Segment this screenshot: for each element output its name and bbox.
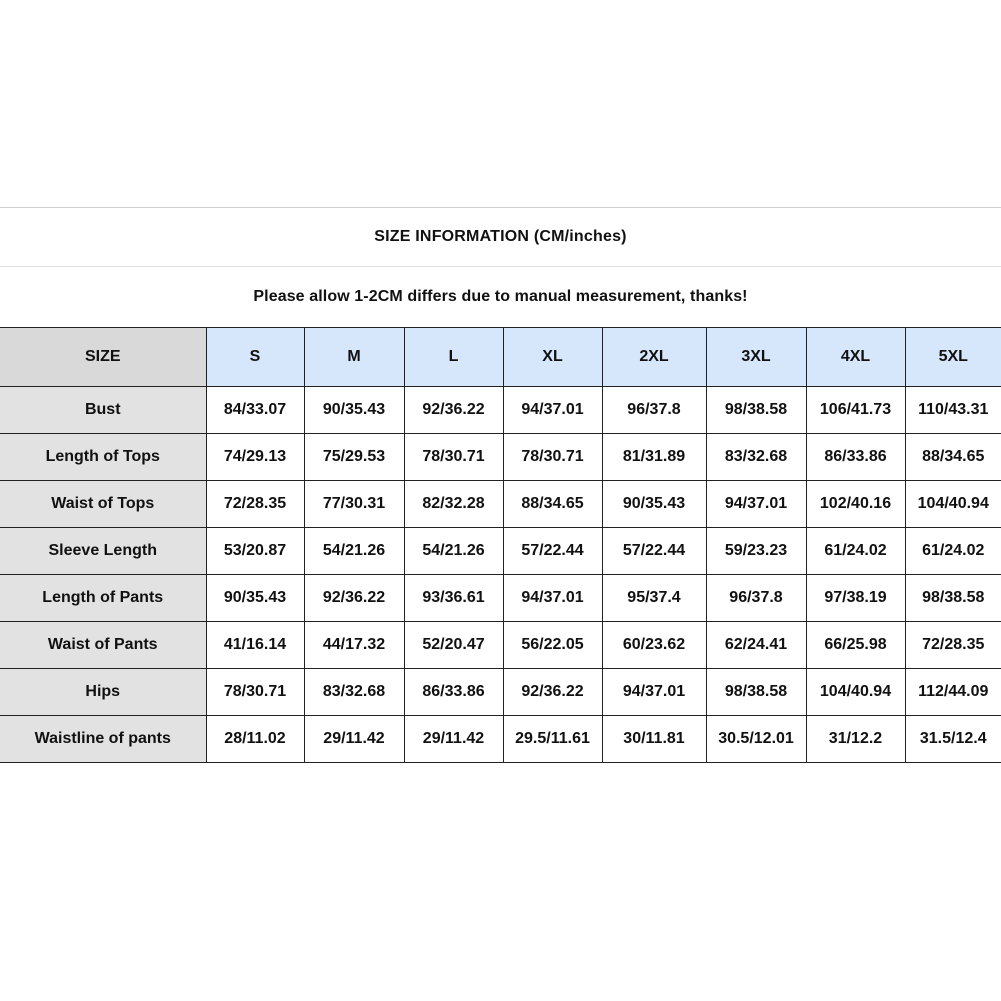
row-label: Sleeve Length [0,528,206,575]
table-cell: 98/38.58 [706,669,806,716]
table-row [0,669,1001,716]
table-cell: 54/21.26 [404,528,503,575]
table-cell: 72/28.35 [206,481,304,528]
table-cell: 57/22.44 [503,528,602,575]
table-cell: 86/33.86 [806,434,905,481]
table-cell: 98/38.58 [706,387,806,434]
table-cell: 83/32.68 [304,669,404,716]
table-cell: 84/33.07 [206,387,304,434]
table-cell: 82/32.28 [404,481,503,528]
table-cell: 92/36.22 [503,669,602,716]
table-cell: 97/38.19 [806,575,905,622]
table-cell: 112/44.09 [905,669,1001,716]
table-cell: 81/31.89 [602,434,706,481]
table-cell: 60/23.62 [602,622,706,669]
table-cell: 56/22.05 [503,622,602,669]
table-cell: 98/38.58 [905,575,1001,622]
table-cell: 94/37.01 [503,575,602,622]
table-cell: 90/35.43 [602,481,706,528]
row-label: Hips [0,669,206,716]
table-cell: 31/12.2 [806,716,905,763]
size-table [0,327,1001,763]
table-cell: 31.5/12.4 [905,716,1001,763]
size-header-cell: 3XL [706,328,806,387]
table-cell: 30.5/12.01 [706,716,806,763]
table-cell: 96/37.8 [602,387,706,434]
table-cell: 78/30.71 [404,434,503,481]
row-label: Waistline of pants [0,716,206,763]
table-cell: 96/37.8 [706,575,806,622]
table-cell: 28/11.02 [206,716,304,763]
table-cell: 30/11.81 [602,716,706,763]
table-cell: 95/37.4 [602,575,706,622]
size-header-row [0,328,1001,387]
table-cell: 78/30.71 [206,669,304,716]
table-cell: 66/25.98 [806,622,905,669]
table-row [0,481,1001,528]
table-cell: 75/29.53 [304,434,404,481]
table-cell: 102/40.16 [806,481,905,528]
table-cell: 90/35.43 [304,387,404,434]
table-cell: 92/36.22 [404,387,503,434]
page-title: SIZE INFORMATION (CM/inches) [374,228,627,245]
table-cell: 29/11.42 [304,716,404,763]
table-cell: 61/24.02 [806,528,905,575]
table-cell: 94/37.01 [503,387,602,434]
size-header-cell: L [404,328,503,387]
table-cell: 90/35.43 [206,575,304,622]
table-cell: 41/16.14 [206,622,304,669]
table-cell: 86/33.86 [404,669,503,716]
table-cell: 94/37.01 [706,481,806,528]
size-header-cell: 4XL [806,328,905,387]
table-cell: 54/21.26 [304,528,404,575]
table-row [0,528,1001,575]
title-bar [0,207,1001,267]
table-cell: 88/34.65 [905,434,1001,481]
table-row [0,434,1001,481]
table-cell: 94/37.01 [602,669,706,716]
row-label: Length of Pants [0,575,206,622]
table-row [0,622,1001,669]
table-cell: 29/11.42 [404,716,503,763]
row-label: Bust [0,387,206,434]
table-row [0,387,1001,434]
table-cell: 44/17.32 [304,622,404,669]
table-row [0,575,1001,622]
note-bar [0,267,1001,327]
row-label: Length of Tops [0,434,206,481]
table-cell: 93/36.61 [404,575,503,622]
row-label: Waist of Pants [0,622,206,669]
table-cell: 106/41.73 [806,387,905,434]
size-header-cell: XL [503,328,602,387]
table-cell: 104/40.94 [806,669,905,716]
table-cell: 59/23.23 [706,528,806,575]
table-cell: 92/36.22 [304,575,404,622]
table-cell: 88/34.65 [503,481,602,528]
measurement-note: Please allow 1-2CM differs due to manual measurement, thanks! [253,288,748,305]
table-cell: 104/40.94 [905,481,1001,528]
table-cell: 62/24.41 [706,622,806,669]
table-cell: 110/43.31 [905,387,1001,434]
row-label: Waist of Tops [0,481,206,528]
size-header-cell: 2XL [602,328,706,387]
table-cell: 53/20.87 [206,528,304,575]
size-header-cell: M [304,328,404,387]
size-header-cell: 5XL [905,328,1001,387]
table-cell: 77/30.31 [304,481,404,528]
table-cell: 52/20.47 [404,622,503,669]
table-cell: 74/29.13 [206,434,304,481]
size-corner-label: SIZE [0,328,206,387]
table-cell: 29.5/11.61 [503,716,602,763]
table-row [0,716,1001,763]
table-cell: 78/30.71 [503,434,602,481]
table-cell: 72/28.35 [905,622,1001,669]
table-cell: 83/32.68 [706,434,806,481]
table-cell: 61/24.02 [905,528,1001,575]
table-cell: 57/22.44 [602,528,706,575]
size-header-cell: S [206,328,304,387]
